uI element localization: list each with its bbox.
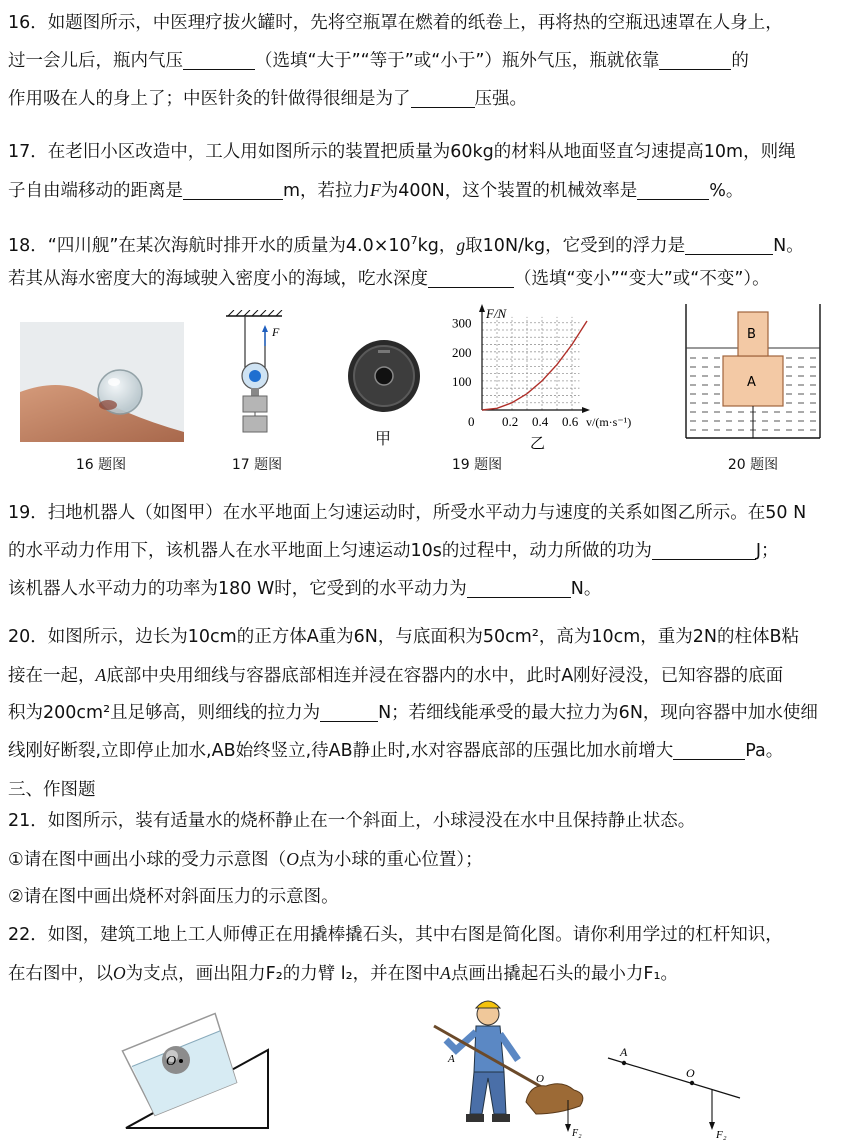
svg-text:F₂: F₂ [716, 1129, 727, 1141]
figure-19-robot-photo [338, 330, 430, 422]
chart-grid [482, 317, 580, 410]
figure-17-pulley [218, 310, 298, 440]
svg-text:A: A [620, 1045, 628, 1059]
chart-ylabel: F/N [486, 306, 507, 321]
caption-20: 20 题图 [727, 457, 779, 473]
answer-blank[interactable] [652, 539, 756, 560]
x-tick-label: 0.2 [502, 414, 519, 429]
lever-line [608, 1058, 740, 1098]
y-tick-label: 300 [452, 315, 472, 331]
svg-text:F₂: F₂ [572, 1128, 582, 1139]
svg-text:O: O [536, 1073, 544, 1085]
answer-blank[interactable] [637, 179, 709, 200]
caption-17: 17 题图 [231, 457, 283, 473]
answer-blank[interactable] [428, 267, 514, 288]
ball-center-label: O [166, 1054, 177, 1069]
question-19: 19．扫地机器人（如图甲）在水平地面上匀速运动时，所受水平动力与速度的关系如图乙所示。在50 N 的水平动力作用下，该机器人在水平地面上匀速运动10s的过程中，动力所做的功为 J； 该机器人水平动力的功率为180 W时，它受到的水平动力为 N。 [8, 503, 807, 599]
y-axis-arrow [479, 304, 485, 312]
svg-text:A: A [448, 1053, 455, 1065]
question-20: 20．如图所示，边长为10cm的正方体A重为6N，与底面积为50cm²，高为10cm，重为2N的柱体B粘 接在一起，A底部中央用细线与容器底部相连并浸在容器内的水中，此时A刚好浸没，已知容器的底面 积为200cm²且足够高，则细线的拉力为 N；若细线能承受的最大拉力为6N，现向容器中加水使细 线刚好断裂,立即停止加水,AB始终竖立,待AB静止时,水对容器底部的压强比加水前增大 Pa。 [8, 627, 818, 761]
answer-blank[interactable] [467, 577, 571, 598]
figure-22-worker [428, 990, 608, 1142]
x-tick-label: 0.4 [532, 414, 549, 429]
question-22: 22．如图，建筑工地上工人师傅正在用撬棒撬石头，其中右图是简化图。请你利用学过的杠杆知识， 在右图中，以O为支点，画出阻力F₂的力臂 l₂，并在图中A点画出撬起石头的最小力F₁。 [8, 925, 783, 984]
label-A: A [747, 375, 756, 390]
chart-series-line [482, 321, 587, 410]
pulley-force-label: F [272, 325, 280, 339]
section-heading: 三、作图题 [8, 780, 96, 800]
fulcrum-O [690, 1081, 694, 1085]
caption-16: 16 题图 [75, 457, 127, 473]
label-yi: 乙 [530, 434, 546, 452]
y-tick-label: 100 [452, 373, 472, 389]
svg-text:O: O [686, 1066, 695, 1080]
label-B: B [747, 327, 756, 342]
question-21: 21．如图所示，装有适量水的烧杯静止在一个斜面上，小球浸没在水中且保持静止状态。 ①请在图中画出小球的受力示意图（O点为小球的重心位置）； ②请在图中画出烧杯对斜面压力的示意图。 [8, 811, 696, 907]
figure-16-cupping-photo [20, 322, 184, 442]
figure-21-beaker-slope [118, 1000, 308, 1140]
chart-xlabel: v/(m·s⁻¹) [586, 415, 632, 429]
question-16: 16．如题图所示，中医理疗拔火罐时，先将空瓶罩在燃着的纸卷上，再将热的空瓶迅速罩在人身上， 过一会儿后，瓶内气压 （选填“大于”“等于”或“小于”）瓶外气压，瓶就依靠 的 作用吸在人的身上了；中医针灸的针做得很细是为了 压强。 [8, 4, 856, 118]
answer-blank[interactable] [183, 49, 255, 70]
answer-blank[interactable] [685, 234, 773, 255]
label-jia: 甲 [374, 429, 391, 448]
caption-19: 19 题图 [451, 457, 503, 473]
figure-19-chart [446, 302, 646, 454]
answer-blank[interactable] [320, 701, 378, 722]
x-axis-arrow [582, 407, 590, 413]
q16-line1: 16．如题图所示，中医理疗拔火罐时，先将空瓶罩在燃着的纸卷上，再将热的空瓶迅速罩在人身上， [8, 13, 783, 33]
question-17: 17．在老旧小区改造中，工人用如图所示的装置把质量为60kg的材料从地面竖直匀速提高10m，则绳 子自由端移动的距离是 m，若拉力F为400N，这个装置的机械效率是 %。 [8, 142, 796, 201]
figure-22-lever-diagram [600, 1040, 780, 1144]
point-A [622, 1061, 626, 1065]
question-18: 18．“四川舰”在某次海航时排开水的质量为$4.0\times 10^7kg$，g取10N/kg，它受到的浮力是 N。 若其从海水密度大的海域驶入密度小的海域，吃水深度 （选填“变小”“变大”或“不变”）。 [8, 234, 804, 289]
chart-origin: 0 [468, 414, 475, 429]
answer-blank[interactable] [183, 179, 283, 200]
y-tick-label: 200 [452, 344, 472, 360]
x-tick-label: 0.6 [562, 414, 579, 429]
answer-blank[interactable] [659, 49, 731, 70]
answer-blank[interactable] [411, 87, 475, 108]
answer-blank[interactable] [673, 739, 745, 760]
figure-20-container [680, 300, 826, 442]
